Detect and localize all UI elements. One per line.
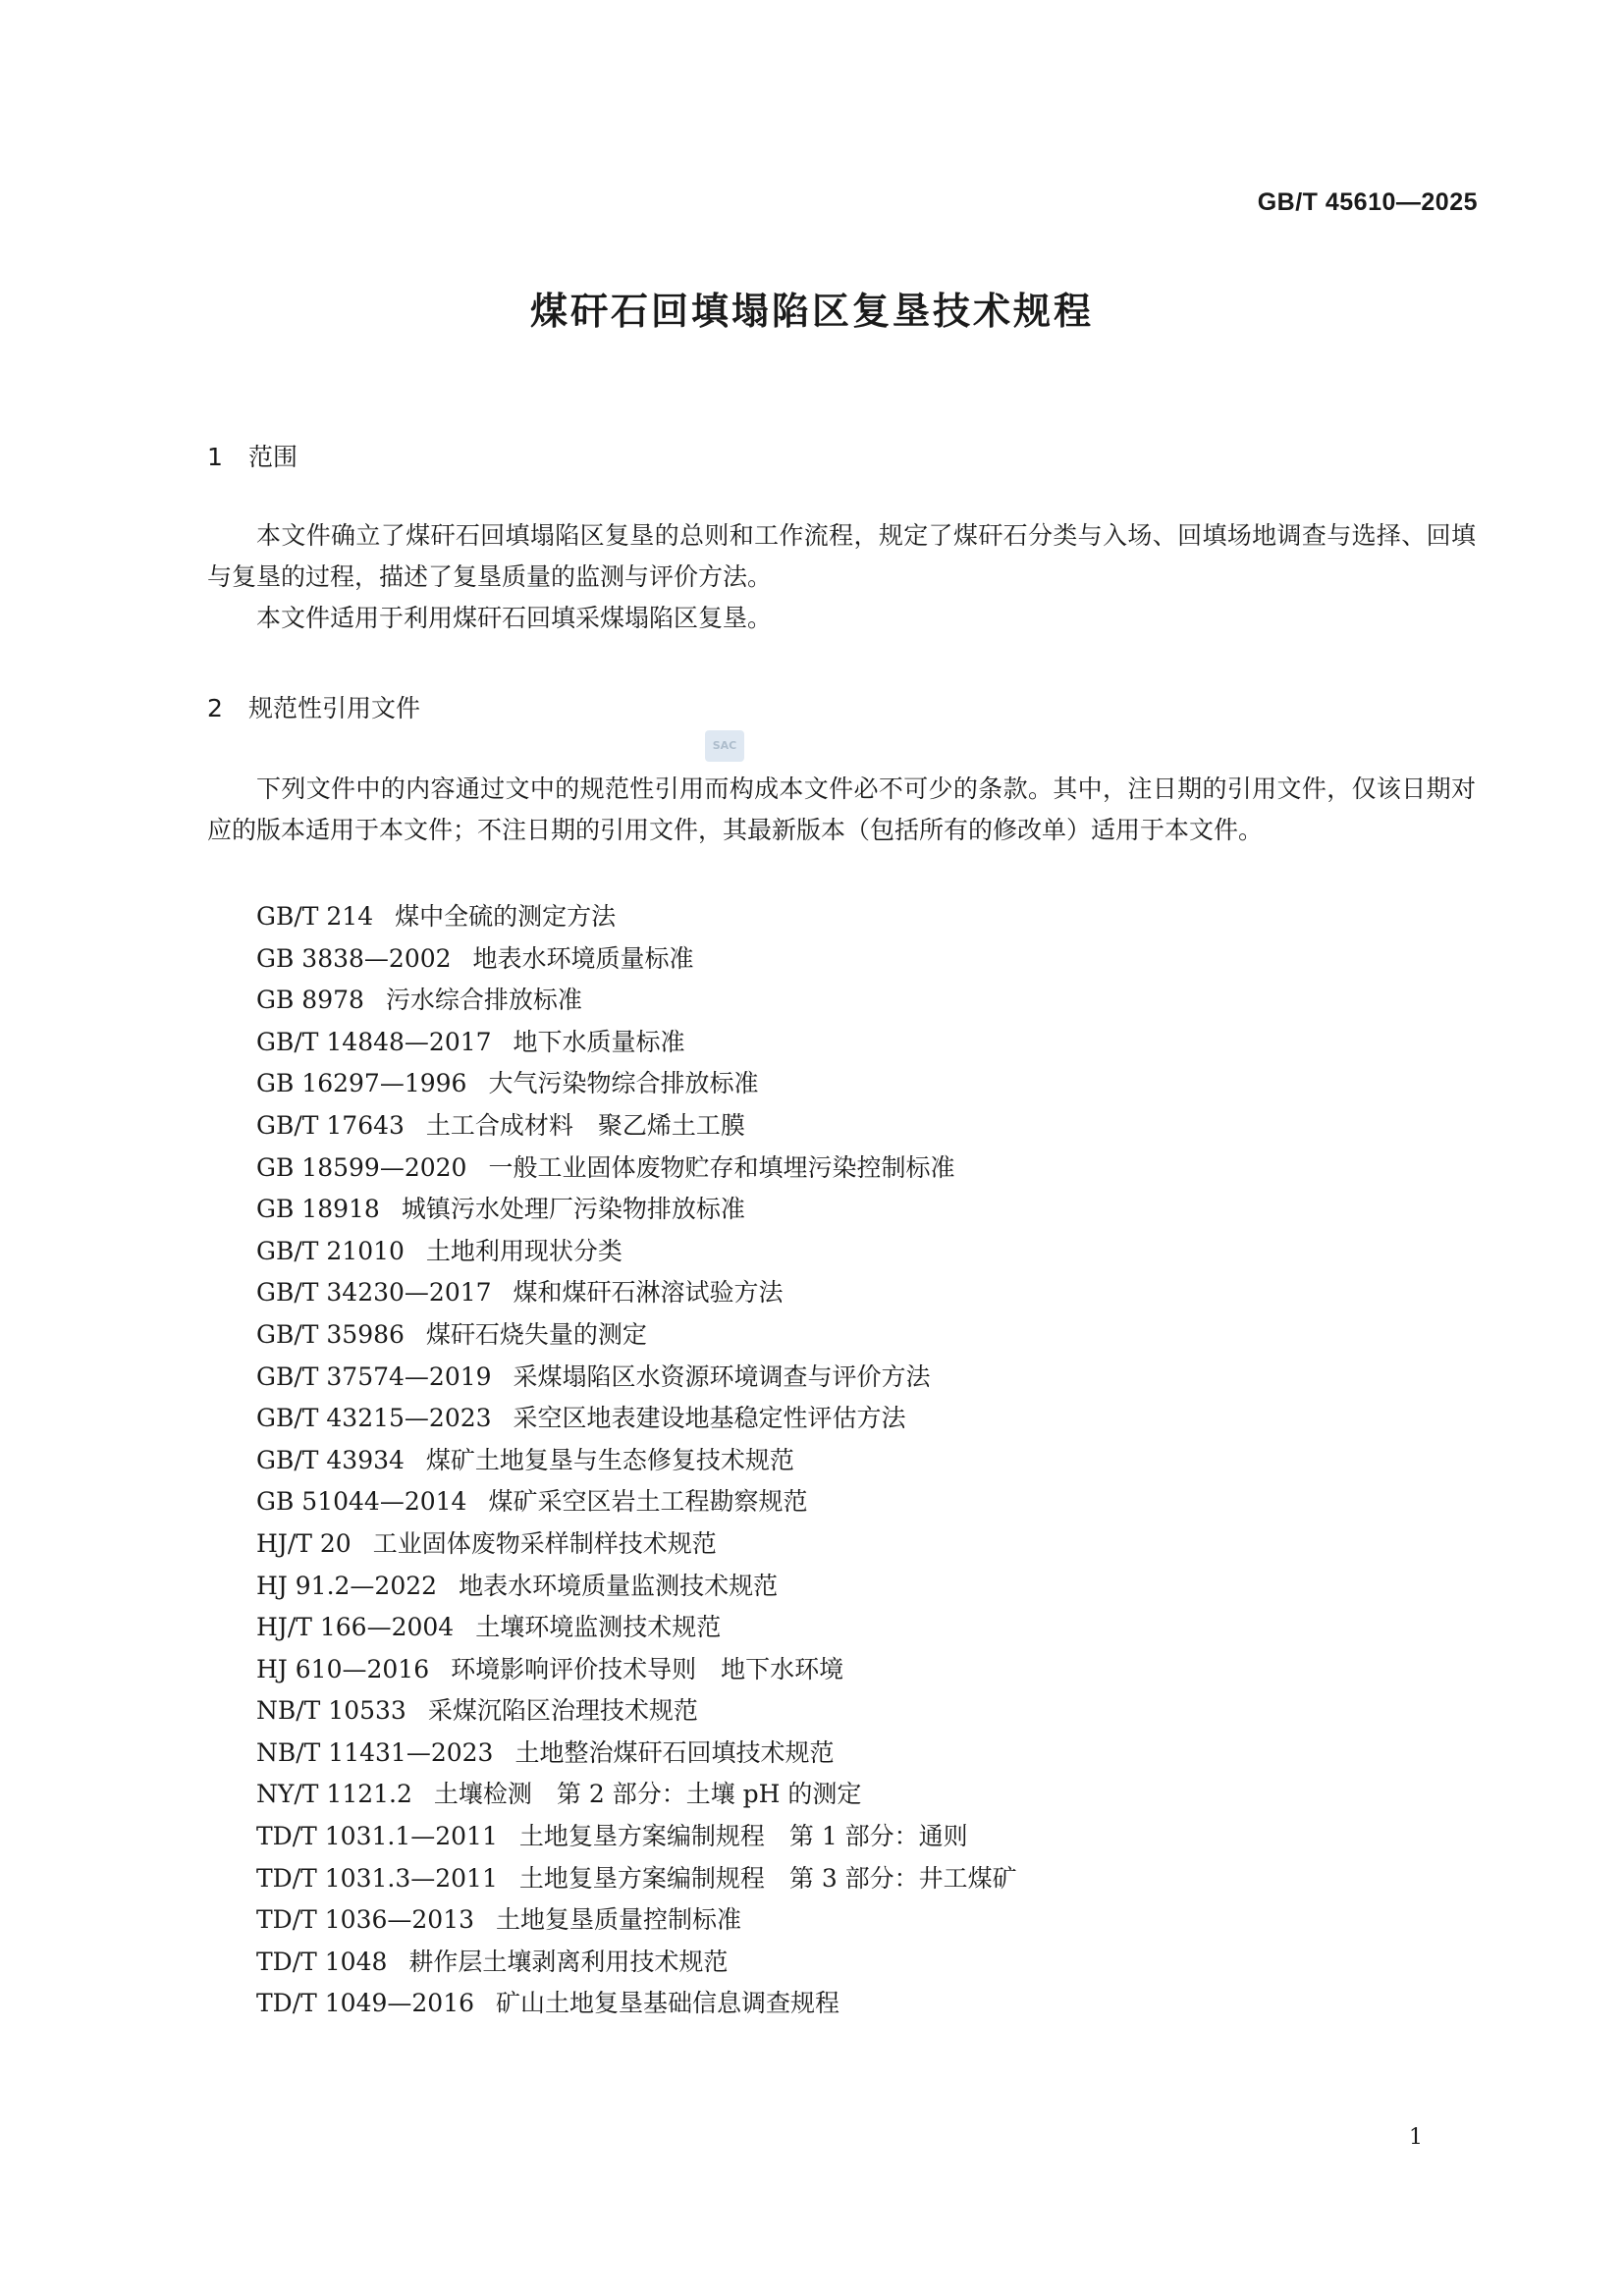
- reference-item: [256, 1231, 1017, 1273]
- reference-item: [256, 1272, 1017, 1314]
- section-1-heading: [207, 438, 298, 473]
- reference-title: 土地复垦方案编制规程 第 3 部分：井工煤矿: [518, 1863, 1017, 1893]
- reference-code: GB/T 37574—2019: [256, 1362, 492, 1391]
- reference-item: [256, 1816, 1017, 1858]
- reference-code: GB/T 43215—2023: [256, 1404, 492, 1433]
- reference-code: NB/T 11431—2023: [256, 1737, 494, 1767]
- reference-item: [256, 938, 1017, 981]
- section-1-paragraph: 本文件确立了煤矸石回填塌陷区复垦的总则和工作流程，规定了煤矸石分类与入场、回填场地调查与选择、回填与复垦的过程，描述了复垦质量的监测与评价方法。: [207, 521, 1476, 591]
- reference-code: GB/T 35986: [256, 1319, 405, 1349]
- reference-item: [256, 1357, 1017, 1399]
- reference-item: [256, 1858, 1017, 1900]
- reference-title: 土壤检测 第 2 部分：土壤 pH 的测定: [433, 1780, 862, 1809]
- reference-item: [256, 1774, 1017, 1816]
- reference-item: [256, 1983, 1017, 2025]
- reference-item: [256, 896, 1017, 938]
- reference-list: [256, 896, 1017, 2025]
- sac-watermark: SAC: [705, 730, 744, 762]
- section-2-heading: [207, 689, 420, 724]
- reference-code: TD/T 1031.1—2011: [256, 1822, 498, 1851]
- reference-title: 环境影响评价技术导则 地下水环境: [451, 1654, 844, 1683]
- reference-item: [256, 1148, 1017, 1190]
- reference-code: TD/T 1031.3—2011: [256, 1863, 498, 1893]
- reference-code: GB 3838—2002: [256, 943, 452, 973]
- reference-title: 城镇污水处理厂污染物排放标准: [401, 1195, 745, 1224]
- reference-code: GB 18918: [256, 1195, 380, 1224]
- document-title: 煤矸石回填塌陷区复垦技术规程: [529, 290, 1094, 333]
- reference-code: TD/T 1049—2016: [256, 1989, 475, 2018]
- reference-item: [256, 1440, 1017, 1482]
- reference-title: 采煤沉陷区治理技术规范: [427, 1696, 698, 1726]
- reference-title: 土地利用现状分类: [425, 1236, 623, 1265]
- reference-title: 土工合成材料 聚乙烯土工膜: [425, 1110, 745, 1140]
- section-2-intro: 下列文件中的内容通过文中的规范性引用而构成本文件必不可少的条款。其中，注日期的引用文件，仅该日期对应的版本适用于本文件；不注日期的引用文件，其最新版本（包括所有的修改单）适用于本文件。: [207, 774, 1476, 844]
- reference-title: 煤矸石烧失量的测定: [425, 1319, 647, 1349]
- reference-item: [256, 1398, 1017, 1440]
- reference-item: [256, 1649, 1017, 1691]
- reference-code: GB/T 214: [256, 902, 374, 931]
- reference-item: [256, 1733, 1017, 1775]
- reference-item: [256, 1189, 1017, 1231]
- reference-title: 地下水质量标准: [513, 1027, 685, 1056]
- reference-code: HJ/T 20: [256, 1528, 352, 1558]
- section-title: 范围: [248, 443, 298, 471]
- reference-title: 采空区地表建设地基稳定性评估方法: [513, 1404, 906, 1433]
- reference-title: 一般工业固体废物贮存和填埋污染控制标准: [488, 1152, 955, 1182]
- page-number: 1: [1409, 2125, 1423, 2150]
- reference-code: GB 51044—2014: [256, 1487, 467, 1517]
- reference-code: GB 18599—2020: [256, 1152, 467, 1182]
- reference-code: NY/T 1121.2: [256, 1780, 412, 1809]
- reference-item: [256, 1899, 1017, 1942]
- reference-code: GB/T 43934: [256, 1445, 405, 1474]
- reference-code: HJ 610—2016: [256, 1654, 430, 1683]
- section-title: 规范性引用文件: [248, 694, 421, 722]
- reference-title: 大气污染物综合排放标准: [488, 1069, 759, 1098]
- reference-title: 土地复垦方案编制规程 第 1 部分：通则: [518, 1822, 968, 1851]
- reference-title: 工业固体废物采样制样技术规范: [372, 1528, 717, 1558]
- reference-title: 采煤塌陷区水资源环境调查与评价方法: [513, 1362, 931, 1391]
- section-1-paragraph: 本文件适用于利用煤矸石回填采煤塌陷区复垦。: [256, 604, 773, 632]
- reference-item: [256, 1105, 1017, 1148]
- reference-item: [256, 1607, 1017, 1649]
- reference-code: NB/T 10533: [256, 1696, 406, 1726]
- reference-item: [256, 1942, 1017, 1984]
- reference-code: HJ 91.2—2022: [256, 1571, 438, 1600]
- reference-item: [256, 1481, 1017, 1523]
- reference-title: 煤矿土地复垦与生态修复技术规范: [425, 1445, 794, 1474]
- reference-title: 矿山土地复垦基础信息调查规程: [496, 1989, 840, 2018]
- reference-title: 地表水环境质量监测技术规范: [459, 1571, 779, 1600]
- reference-code: GB/T 34230—2017: [256, 1278, 492, 1308]
- reference-item: [256, 1314, 1017, 1357]
- reference-code: GB/T 17643: [256, 1110, 405, 1140]
- reference-item: [256, 980, 1017, 1022]
- reference-item: [256, 1063, 1017, 1105]
- reference-title: 耕作层土壤剥离利用技术规范: [408, 1947, 729, 1976]
- reference-title: 污水综合排放标准: [385, 986, 582, 1015]
- reference-title: 土地复垦质量控制标准: [496, 1905, 742, 1935]
- reference-title: 煤中全硫的测定方法: [395, 902, 617, 931]
- reference-item: [256, 1566, 1017, 1608]
- reference-title: 煤和煤矸石淋溶试验方法: [513, 1278, 784, 1308]
- reference-title: 土地整治煤矸石回填技术规范: [514, 1737, 835, 1767]
- reference-item: [256, 1022, 1017, 1064]
- reference-code: GB/T 14848—2017: [256, 1027, 492, 1056]
- standard-number: GB/T 45610—2025: [1257, 188, 1478, 216]
- reference-code: TD/T 1048: [256, 1947, 388, 1976]
- reference-title: 土壤环境监测技术规范: [475, 1613, 722, 1642]
- section-number: 1: [207, 443, 223, 471]
- reference-code: GB 8978: [256, 986, 364, 1015]
- reference-code: GB/T 21010: [256, 1236, 405, 1265]
- section-number: 2: [207, 694, 223, 722]
- reference-title: 地表水环境质量标准: [472, 943, 694, 973]
- reference-title: 煤矿采空区岩土工程勘察规范: [488, 1487, 808, 1517]
- reference-item: [256, 1690, 1017, 1733]
- reference-code: HJ/T 166—2004: [256, 1613, 455, 1642]
- reference-item: [256, 1523, 1017, 1566]
- reference-code: TD/T 1036—2013: [256, 1905, 475, 1935]
- reference-code: GB 16297—1996: [256, 1069, 467, 1098]
